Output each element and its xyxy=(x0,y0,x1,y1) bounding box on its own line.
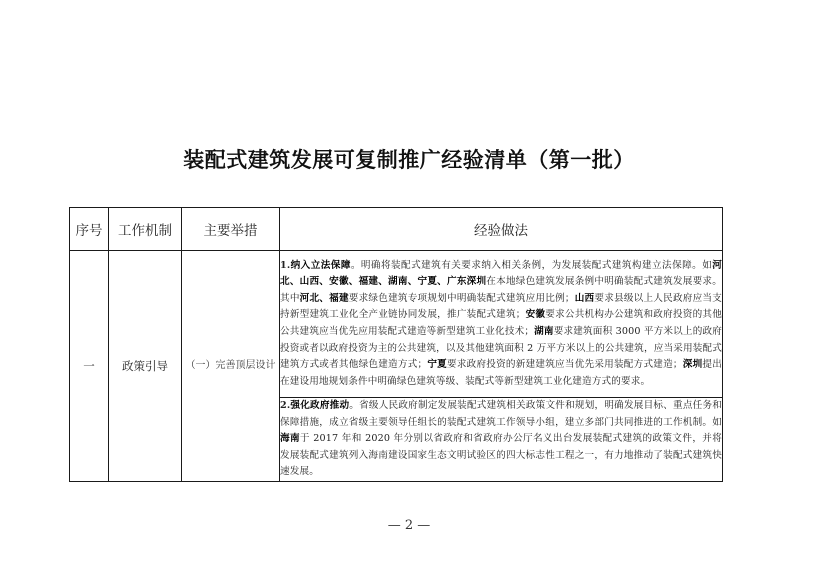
item-text: 提出在建设用地规划条件中明确绿色建筑等级、装配式等新型建筑工业化建造方式的要求。 xyxy=(280,359,722,387)
highlighted-region: 湖南 xyxy=(534,326,554,337)
cell-experience-item xyxy=(280,251,723,398)
header-work-mechanism: 工作机制 xyxy=(109,208,182,251)
cell-main-measure: （一）完善顶层设计 xyxy=(182,251,280,482)
header-experience: 经验做法 xyxy=(280,208,723,251)
highlighted-region: 山西 xyxy=(574,292,595,304)
highlighted-region: 安徽 xyxy=(525,309,546,321)
page-number: — 2 — xyxy=(387,518,431,533)
item-text: 。明确将装配式建筑有关要求纳入相关条例，为发展装配式建筑构建立法保障。如 xyxy=(350,259,713,271)
item-index: 2. xyxy=(280,400,291,411)
highlighted-region: 海南 xyxy=(280,433,300,445)
highlighted-region: 河北、山西、安徽、福建、湖南、宁夏、广东深圳 xyxy=(280,259,722,288)
highlighted-region: 宁夏 xyxy=(427,359,447,371)
highlighted-region: 河北、福建 xyxy=(299,292,349,304)
highlighted-region: 深圳 xyxy=(682,359,703,371)
item-text: 要求政府投资的新建建筑应当优先采用装配方式建造； xyxy=(447,359,683,371)
item-text: 在本地绿色建筑发展条例中明确装配式建筑发展要求。其中 xyxy=(280,276,722,304)
table-row xyxy=(70,251,723,398)
cell-serial-no: 一 xyxy=(70,251,109,482)
cell-work-mechanism: 政策引导 xyxy=(109,251,182,482)
item-text: 要求建筑面积 3000 平方米以上的政府投资或者以政府投资为主的公共建筑，以及其他建筑面积 2 万平方米以上的公共建筑，应当采用装配式建筑方式或者其他绿色建造方式； xyxy=(280,326,722,371)
document-title: 装配式建筑发展可复制推广经验清单（第一批） xyxy=(183,148,635,172)
item-text: 要求县级以上人民政府应当支持新型建筑工业化全产业链协同发展，推广装配式建筑； xyxy=(280,292,722,321)
item-text: 要求公共机构办公建筑和政府投资的其他公共建筑应当优先应用装配式建造等新型建筑工业化技术； xyxy=(280,309,722,337)
item-text: 。省级人民政府制定发展装配式建筑相关政策文件和规划，明确发展目标、重点任务和保障措施，成立省级主要领导任组长的装配式建筑工作领导小组，建立多部门共同推进的工作机制。如 xyxy=(280,400,722,428)
cell-experience-item xyxy=(280,398,723,482)
item-text: 于 2017 年和 2020 年分别以省政府和省政府办公厅名义出台发展装配式建筑的政策文件，并将发展装配式建筑列入海南建设国家生态文明试验区的四大标志性工程之一，有力地推动了装配式建筑快速发展。 xyxy=(280,433,722,478)
header-main-measures: 主要举措 xyxy=(182,208,280,251)
item-heading: 纳入立法保障 xyxy=(290,259,351,271)
item-index: 1. xyxy=(280,259,291,271)
table-header-row xyxy=(70,208,723,251)
header-serial-no: 序号 xyxy=(70,208,109,251)
experience-table xyxy=(69,207,723,482)
item-heading: 强化政府推动 xyxy=(290,400,350,411)
item-text: 要求绿色建筑专项规划中明确装配式建筑应用比例； xyxy=(348,292,575,304)
